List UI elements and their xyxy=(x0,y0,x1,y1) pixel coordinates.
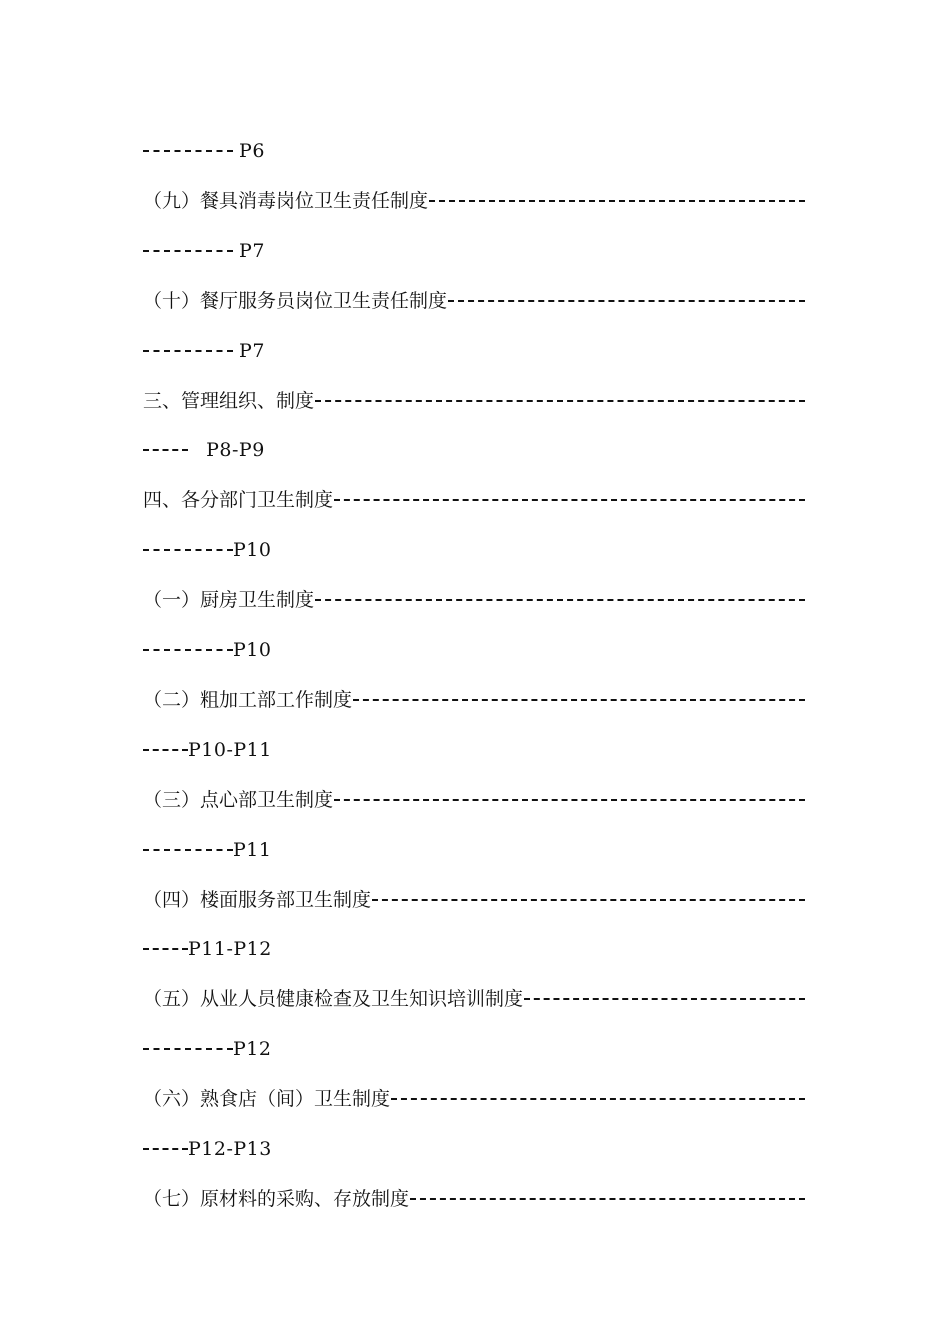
toc-page-number: P12-P13 xyxy=(188,1138,272,1160)
toc-entry-title: （九）餐具消毒岗位卫生责任制度 xyxy=(143,190,429,212)
toc-page-number: P12 xyxy=(233,1038,272,1060)
toc-page-number: P7 xyxy=(239,340,265,362)
toc-page-number: P10 xyxy=(233,539,272,561)
toc-page-line xyxy=(143,136,805,166)
dot-leader xyxy=(448,300,805,302)
dot-leader xyxy=(429,200,805,202)
toc-entry-title: （五）从业人员健康检查及卫生知识培训制度 xyxy=(143,988,524,1010)
toc-page-line xyxy=(143,835,805,865)
dot-leader xyxy=(143,250,233,252)
toc-entry xyxy=(143,386,805,416)
toc-entry-title: （一）厨房卫生制度 xyxy=(143,589,315,611)
toc-entry-title: （二）粗加工部工作制度 xyxy=(143,689,353,711)
dot-leader xyxy=(410,1198,805,1200)
toc-entry xyxy=(143,685,805,715)
dot-leader xyxy=(334,499,805,501)
dot-leader xyxy=(524,998,805,1000)
toc-page-number: P10-P11 xyxy=(188,739,272,761)
dot-leader xyxy=(315,400,805,402)
toc-page-line xyxy=(143,934,805,964)
toc-page-number: P11 xyxy=(233,839,272,861)
toc-page-line xyxy=(143,1134,805,1164)
toc-page-line xyxy=(143,435,805,465)
toc-entry-title: （十）餐厅服务员岗位卫生责任制度 xyxy=(143,290,448,312)
toc-entry xyxy=(143,885,805,915)
toc-page-number: P6 xyxy=(239,140,265,162)
dot-leader xyxy=(315,599,805,601)
toc-entry-title: （七）原材料的采购、存放制度 xyxy=(143,1188,410,1210)
toc-entry-title: 三、管理组织、制度 xyxy=(143,390,315,412)
dot-leader xyxy=(143,1048,233,1050)
dot-leader xyxy=(143,449,188,451)
toc-entry xyxy=(143,1184,805,1214)
dot-leader xyxy=(391,1098,805,1100)
toc-entry-title: （三）点心部卫生制度 xyxy=(143,789,334,811)
toc-page-line xyxy=(143,336,805,366)
toc-page-number: P10 xyxy=(233,639,272,661)
toc-entry xyxy=(143,785,805,815)
toc-entry-title: （六）熟食店（间）卫生制度 xyxy=(143,1088,391,1110)
toc-page-line xyxy=(143,236,805,266)
dot-leader xyxy=(353,699,805,701)
toc-page-number: P8-P9 xyxy=(206,439,265,461)
dot-leader xyxy=(334,799,805,801)
toc-page-line xyxy=(143,535,805,565)
dot-leader xyxy=(143,1148,188,1150)
toc-entry xyxy=(143,585,805,615)
toc-entry xyxy=(143,286,805,316)
dot-leader xyxy=(143,849,233,851)
toc-page-number: P11-P12 xyxy=(188,938,272,960)
toc-page-line xyxy=(143,735,805,765)
toc-entry-title: 四、各分部门卫生制度 xyxy=(143,489,334,511)
dot-leader xyxy=(143,350,233,352)
toc-page-number: P7 xyxy=(239,240,265,262)
dot-leader xyxy=(143,549,233,551)
toc-entry xyxy=(143,984,805,1014)
dot-leader xyxy=(143,948,188,950)
toc-entry xyxy=(143,485,805,515)
dot-leader xyxy=(143,749,188,751)
dot-leader xyxy=(143,150,233,152)
toc-page-line xyxy=(143,1034,805,1064)
spacer xyxy=(188,435,206,465)
toc-entry xyxy=(143,186,805,216)
dot-leader xyxy=(372,899,805,901)
dot-leader xyxy=(143,649,233,651)
toc-entry xyxy=(143,1084,805,1114)
toc-page-line xyxy=(143,635,805,665)
toc-entry-title: （四）楼面服务部卫生制度 xyxy=(143,889,372,911)
